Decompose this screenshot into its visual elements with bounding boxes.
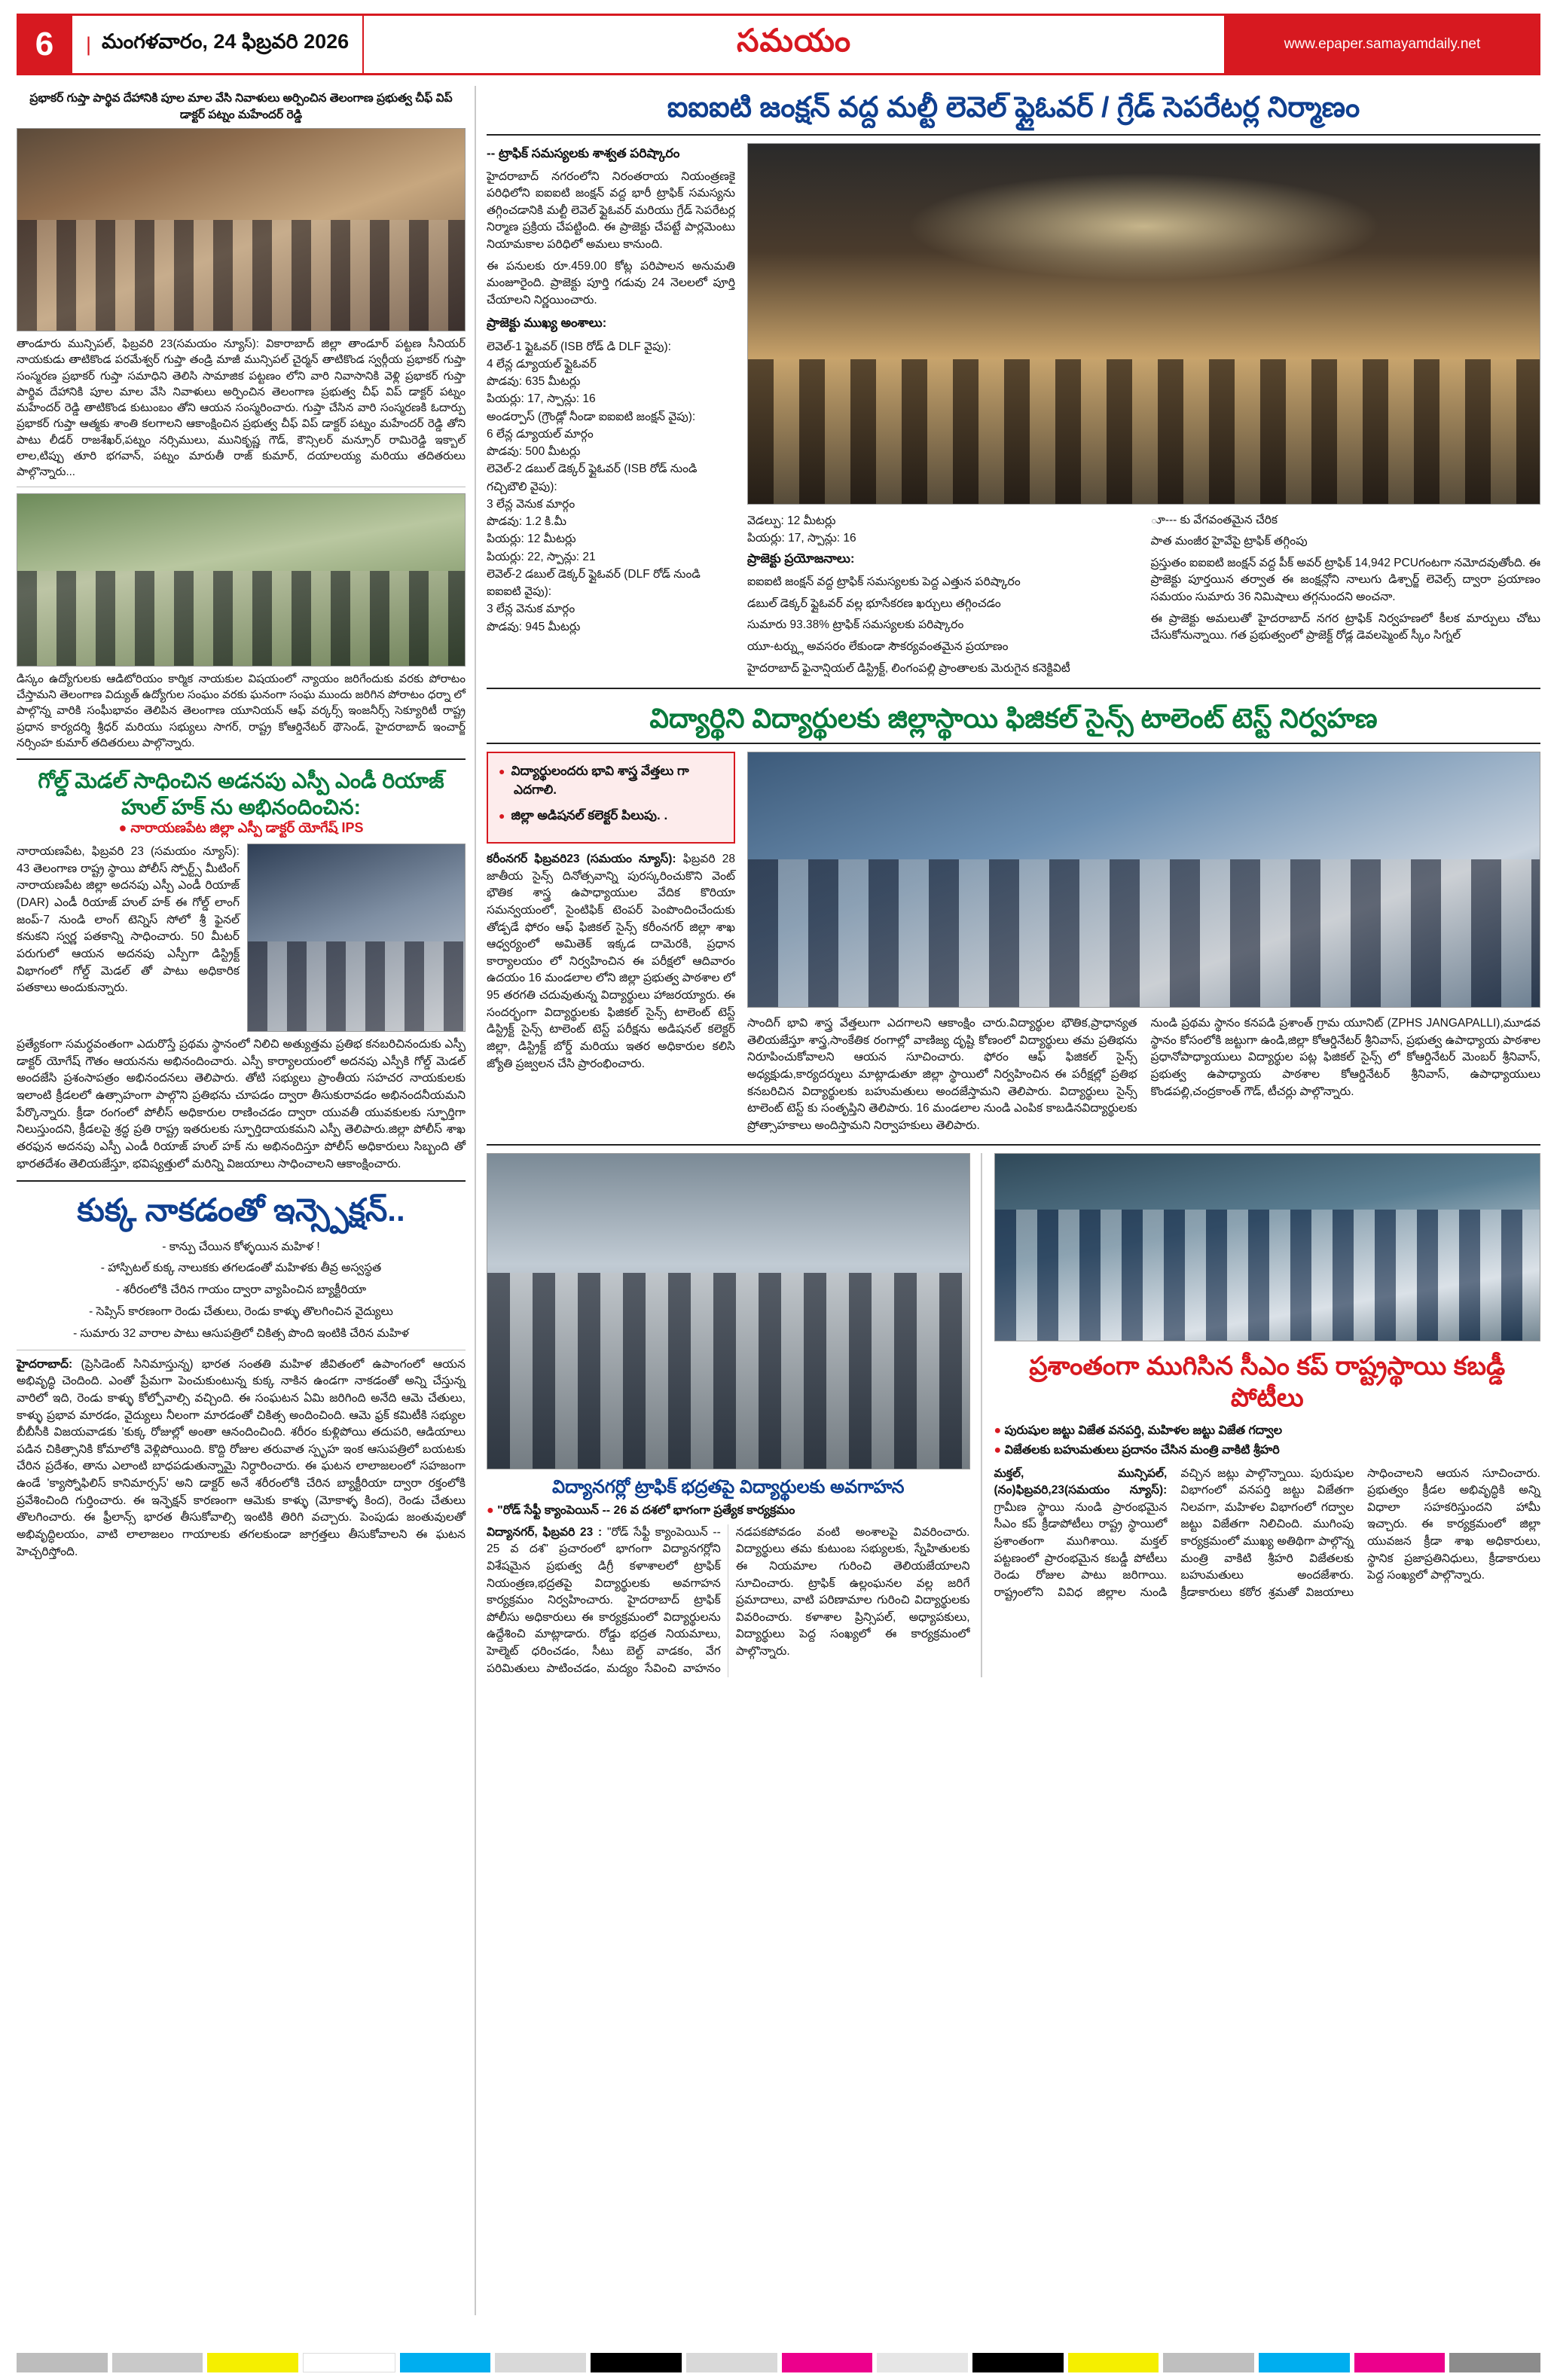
kabaddi-bullets: ● పురుషుల జట్టు విజేత వనపర్తి, మహిళల జట్టు విజేత గద్వాల ● విజేతలకు బహుమతులు ప్రదానం చేసిన మంత్రి వాకిటి శ్రీహరి: [994, 1423, 1283, 1457]
physics-bullets: [487, 752, 735, 844]
photo-garland-tribute: [17, 128, 466, 331]
story-traffic: [487, 1153, 982, 1678]
flyover-benefit-5: ూ--- కు వేగవంతమైన చేరిక: [1150, 513, 1278, 526]
kabaddi-text: గ్రామీణ స్థాయి నుండి ప్రారంభమైన సీఎం కప్ క్రీడాపోటీలు రాష్ట్ర స్థాయిలో ప్రశాంతంగా ముగిశాయి. మక్తల్ పట్టణంలో ప్రారంభమైన కబడ్డీ పోటీలు రెండు రోజుల పాటు జరిగాయి. రాష్ట్రంలోని వివిధ జిల్లాల నుండి వచ్చిన జట్లు పాల్గొన్నాయి. పురుషుల విభాగంలో వనపర్తి జట్టు విజేతగా నిలవగా, మహిళల విభాగంలో గద్వాల జట్టు విజేతగా నిలిచింది. ముగింపు కార్యక్రమంలో ముఖ్య అతిథిగా పాల్గొన్న మంత్రి వాకిటి శ్రీహరి విజేతలకు బహుమతులు అందజేశారు. క్రీడాకారులు కఠోర శ్రమతో విజయాలు సాధించాలని ఆయన సూచించారు. ప్రభుత్వం క్రీడల అభివృద్ధికి అన్ని విధాలా సహకరిస్తుందని హామీ ఇచ్చారు. ఈ కార్యక్రమంలో జిల్లా యువజన క్రీడా శాఖ అధికారులు, స్థానిక ప్రజాప్రతినిధులు, క్రీడాకారులు పెద్ద సంఖ్యలో పాల్గొన్నారు.: [994, 1466, 1540, 1599]
physics-text-3: నుండి ప్రథమ స్థానం కనపడి ప్రశాంత్ గ్రామ యూనిట్ (ZPHS JANGAPALLI),మూడవ స్థానం కోసంలోకి జట్టుగా ఉండి,జిల్లా కోఆర్డినేటర్ శ్రీనివాస్, ప్రభుత్వ ఉపాధ్యాయ పాఠశాల ప్రధానోపాధ్యాయులు విద్యార్థుల పట్ల ఫిజికల్ సైన్స్ లో కోఆర్డినేటర్ మెంబర్ శ్రీనివాస్, ప్రభుత్వ ఉపాధ్యాయ పాఠశాల కోఆర్డినేటర్ శ్రీనివాస్, ఉపాధ్యాయులు కొండపల్లి,చంద్రకాంత్ గౌడ్, టీచర్లు పాల్గొన్నారు.: [1150, 1017, 1540, 1098]
kabaddi-headline: ప్రశాంతంగా ముగిసిన సీఎం కప్ రాష్ట్రస్థాయి కబడ్డీ పోటీలు: [1029, 1351, 1506, 1412]
story-physics: [487, 697, 1540, 1134]
gold-medal-text-2: ప్రత్యేకంగా సమర్ధవంతంగా ఎదురొస్తే ప్రథమ స్థానంలో నిలిచి అత్యుత్తమ ప్రతిభ కనబరిచినందుకు ఎస్పీ డాక్టర్ యోగేష్ గౌతం ఆయనను అభినందించారు. ఎస్పీ కార్యాలయంలో అదనపు ఎస్పీకి గోల్డ్ మెడల్ అందజేసి ప్రశంసాపత్రం అభినందనలు తెలిపారు. తోటి సభ్యులు ప్రాంతీయ సహచర నాయకులకు ఇలాంటి క్రీడలలో ఉత్సాహంగా పాల్గొని ప్రతిభను చూపడం ద్వారా తీసుకురావడం అభినందనీయమని పేర్కొన్నారు. క్రీడా రంగంలో పోలీస్ అధికారుల రాణించడం ద్వారా యువతీ యువకులకు స్ఫూర్తిగా నిలుస్తుందని, క్రీడలపై శ్రద్ధ ప్రతి రాష్ట్ర ఇతరులకు స్ఫూర్తిదాయకమని ఎస్పీ తెలిపారు.జిల్లా పోలీస్ శాఖ తరఫున అదనపు ఎస్పీ ఎండీ రియాజ్ హుల్ హక్ ను అభినందిస్తూ పోలీస్ అధికారులు సిబ్బంది తో భారతదేశం తెలియజేస్తూ, భవిష్యత్తులో మరిన్ని విజయాలు సాధించాలని ఆకాంక్షించారు.: [17, 1038, 466, 1170]
page-number: 6: [17, 16, 72, 73]
flyover-features-title: ప్రాజెక్టు ముఖ్య అంశాలు:: [487, 315, 607, 330]
flyover-feature-4: అండర్పాస్ (గ్రౌండ్లో నీండా ఐఐఐటి జంక్షన్ వైపు):: [487, 410, 696, 423]
dog-story-dateline: హైదరాబాద్:: [17, 1357, 73, 1371]
cmyk-registration-bar: [17, 2353, 1540, 2372]
traffic-text: "రోడ్ సేఫ్టీ క్యాంపెయిన్ -- 25 వ దశ" ప్రచారంలో భాగంగా విద్యానగర్లోని విశేషమైన ప్రభుత్వ డిగ్రీ కళాశాలలో ట్రాఫిక్ నియంత్రణ,భద్రతపై విద్యార్థులకు అవగాహన కార్యక్రమం నిర్వహించారు. హైదరాబాద్ ట్రాఫిక్ పోలీసు అధికారులు ఈ కార్యక్రమంలో విద్యార్థులను ఉద్దేశించి మాట్లాడారు. రోడ్డు భద్రత నియమాలు, హెల్మెట్ ధరించడం, సీటు బెల్ట్ వాడకం, వేగ పరిమితులు పాటించడం, మద్యం సేవించి వాహనం నడపకపోవడం వంటి అంశాలపై వివరించారు. విద్యార్థులు తమ కుటుంబ సభ్యులకు, స్నేహితులకు ఈ నియమాల గురించి తెలియజేయాలని సూచించారు. ట్రాఫిక్ ఉల్లంఘనల వల్ల జరిగే ప్రమాదాలు, వాటి పరిణామాల గురించి విద్యార్థులకు వివరించారు. కళాశాల ప్రిన్సిపల్, అధ్యాపకులు, విద్యార్థులు పెద్ద సంఖ్యలో ఈ కార్యక్రమంలో పాల్గొన్నారు.: [487, 1525, 970, 1675]
dog-bullet-4: - సుమారు 32 వారాల పాటు ఆసుపత్రిలో చికిత్స పొంది ఇంటికి చేరిన మహిళ: [73, 1326, 409, 1340]
dog-story-headline: కుక్క నాకడంతో ఇన్స్పెక్షన్..: [77, 1192, 405, 1228]
traffic-dateline: విద్యానగర్, ఫిబ్రవరి 23 :: [487, 1525, 603, 1539]
flyover-feature-16: పియర్లు: 17, స్పాన్లు: 16: [747, 531, 856, 545]
physics-bullet-0: ● విద్యార్థులందరు భావి శాస్త్ర వేత్తలు గా ఎదగాలి.: [514, 762, 723, 799]
physics-headline: విద్యార్థిని విద్యార్థులకు జిల్లాస్థాయి ఫిజికల్ సైన్స్ టాలెంట్ టెస్ట్ నిర్వహణ: [487, 697, 1540, 744]
traffic-headline: విద్యానగర్లో ట్రాఫిక్ భద్రతపై విద్యార్థులకు అవగాహన: [552, 1476, 905, 1497]
publication-date: | మంగళవారం, 24 ఫిబ్రవరి 2026: [72, 16, 364, 73]
photo-traffic-awareness: [487, 1153, 970, 1469]
flyover-feature-8: 3 లేన్ల వెనుక మార్గం: [487, 497, 575, 511]
flyover-feature-10: పియర్లు: 12 మీటర్లు: [487, 532, 576, 546]
gold-medal-headline: గోల్డ్ మెడల్ సాధించిన అడనపు ఎస్పీ ఎండీ రియాజ్ హుల్ హక్ ను అభినందించిన:: [38, 769, 444, 819]
flyover-benefit-2: సుమారు 93.38% ట్రాఫిక్ సమస్యలకు పరిష్కారం: [747, 618, 964, 632]
flyover-feature-14: పొడవు: 945 మీటర్లు: [487, 620, 581, 633]
photo-physics-event: [747, 752, 1540, 1008]
flyover-note-0: పాత మంజీర హైవేపై ట్రాఫిక్ తగ్గింపు: [1150, 535, 1308, 548]
traffic-bullet-text: "రోడ్ సేఫ్టీ క్యాంపెయిన్ -- 26 వ దశలో భాగంగా ప్రత్యేక కార్యక్రమం: [497, 1503, 795, 1517]
physics-text-1: ఫిబ్రవరి 28 జాతీయ సైన్స్ దినోత్సవాన్ని పురస్కరించుకొని వెంట్ భౌతిక శాస్త్ర ఉపాధ్యాయుల వేదిక కొరియా సమన్వయంలో, సైంటిఫిక్ టెంపర్ పెంపొందించేందుకు తోడ్పడే ఫోరం ఆఫ్ ఫిజికల్ సైన్స్ కరీంనగర్ జిల్లా శాఖ ఆధ్వర్యంలో అమితెక్ ఇక్కడ దామెరకి, ప్రధాన కార్యాలయం లో నిర్వహించిన ఈ పరీక్షలో ఆదివారం ఉదయం 16 మండలాల లోని జిల్లా ప్రభుత్వ పాఠశాల లో 95 తరగతి చదువుతున్న విద్యార్థులు హాజరయ్యారు. ఈ సందర్భంగా విద్యార్థులకు ఫిజికల్ సైన్స్ టాలెంట్ టెస్ట్ డిస్ట్రిక్ట్ సైన్స్ టాలెంట్ టెస్ట్ పరీక్షను అడిషనల్ కలెక్టర్ జిల్లా, డిస్ట్రిక్ట్ బోర్డ్ మరియు ఇతర అధికారుల కలిసి జ్యోతి ప్రజ్వలన చేసి ప్రారంభించారు.: [487, 853, 736, 1070]
right-section: [487, 86, 1540, 2315]
flyover-feature-12: లెవెల్-2 డబుల్ డెక్కర్ ఫ్లైఓవర్ (DLF రోడ్ నుండి ఐఐఐటి వైపు):: [487, 567, 701, 598]
photo1-overline: ప్రభాకర్ గుప్తా పార్థివ దేహానికి పూల మాల వేసి నివాళులు అర్పించిన తెలంగాణ ప్రభుత్వ చీఫ్ విప్ డాక్టర్ పట్నం మహేందర్ రెడ్డి: [29, 92, 453, 121]
flyover-benefit-4: హైదరాబాద్ ఫైనాన్షియల్ డిస్ట్రిక్ట్, లింగంపల్లి ప్రాంతాలకు మెరుగైన కనెక్టివిటీ: [747, 661, 1070, 675]
physics-dateline: కరీంనగర్ ఫిబ్రవరి23 (సమయం న్యూస్):: [487, 853, 676, 866]
epaper-url[interactable]: www.epaper.samayamdaily.net: [1224, 16, 1540, 73]
photo-sp-felicitation: [247, 844, 466, 1032]
dog-bullet-2: - శరీరంలోకి చేరిన గాయం ద్వారా వ్యాపించిన బ్యాక్టీరియా: [115, 1283, 367, 1297]
flyover-feature-6: పొడవు: 500 మీటర్లు: [487, 445, 581, 458]
flyover-note-1: ప్రస్తుతం ఐఐఐటి జంక్షన్ వద్ద పీక్ అవర్ ట్రాఫిక్ 14,942 PCUగంటగా నమోదవుతోంది. ఈ ప్రాజెక్టు పూర్తయిన తర్వాత ఈ జంక్షన్లోని నాలుగు డిశ్చార్జ్ లెవెల్స్ ద్వారా ప్రయాణం సమయం సుమారు 36 నిమిషాలు తగ్గనుందని అంచనా.: [1150, 556, 1540, 603]
flyover-features: [487, 338, 735, 636]
flyover-feature-9: పొడవు: 1.2 కి.మీ: [487, 515, 566, 528]
flyover-intro: హైదరాబాద్ నగరంలోని నిరంతరాయ నియంత్రణకై పరిధిలోని ఐఐఐటి జంక్షన్ వద్ద భారీ ట్రాఫిక్ సమస్యను తగ్గించడానికి మల్టీ లెవెల్ ఫ్లైఓవర్ మరియు గ్రేడ్ సెపరేటర్ల నిర్మాణ ప్రక్రియ చేపట్టింది. ఈ ప్రాజెక్టు చేపట్టే పార్లమెంటు నియామకాల పరిధిలో అమలు కానుంది.: [487, 169, 735, 251]
dog-story-bullets: [17, 1238, 466, 1344]
photo1-caption: తాండూరు మున్సిపల్, ఫిబ్రవరి 23(సమయం న్యూస్): వికారాబాద్ జిల్లా తాండూర్ పట్టణ సీనియర్ నాయకుడు తాటికొండ పరమేశ్వర్ గుప్తా తండ్రి మాజీ మున్సిపల్ చైర్మన్ తాటికొండ స్వర్గీయ ప్రభాకర్ గుప్తా సంస్మరణ ప్రభాకర్ గుప్తా సమాధిని తెలిసి సామాజిక పట్టణం లోని వారి నివాసానికి వెళ్లి ప్రభాకర్ గుప్తా పార్థివ దేహానికి పూల మాల వేసి నివాళులు అర్పించిన తెలంగాణ ప్రభుత్వ చీఫ్ విప్ డాక్టర్ పట్నం మహేందర్ రెడ్డి తాటికొండ కుటుంబం తోని ఆయన సంస్మరించారు. గుప్తా చేసిన వారి సంస్మరణకి ఓదార్పు ప్రభాకర్ గుప్తా ఆత్మకు శాంతి కలగాలని ఆకాంక్షించిన ప్రభుత్వ చీఫ్ విప్ డాక్టర్ పట్నం మహేందర్ రెడ్డి తోని పాటు లీడర్ రాజశేఖర్,పట్నం నర్సిములు, మునికృష్ణ గౌడ్, కౌన్సిలర్ మన్సూర్ రామిరెడ్డి ఇక్బాల్ లాల,టిప్పు తూరి భగవాన్, పట్నం మారుతీ రాజ్ కుమార్, దయాలయ్య మరియు తదితరులు పాల్గొన్నారు...: [17, 337, 466, 479]
flyover-feature-5: 6 లేన్ల డ్యూయల్ మార్గం: [487, 427, 594, 441]
paper-title: సమయం: [736, 22, 852, 58]
flyover-benefits-title: ప్రాజెక్టు ప్రయోజనాలు:: [747, 551, 855, 566]
flyover-benefit-3: యూ-టర్న్లు అవసరం లేకుండా సౌకర్యవంతమైన ప్రయాణం: [747, 639, 1009, 653]
traffic-bullet: ● "రోడ్ సేఫ్టీ క్యాంపెయిన్ -- 26 వ దశలో భాగంగా ప్రత్యేక కార్యక్రమం: [487, 1503, 795, 1517]
flyover-feature-7: లెవెల్-2 డబుల్ డెక్కర్ ఫ్లైఓవర్ (ISB రోడ్ నుండి గచ్చిబౌలి వైపు):: [487, 462, 698, 493]
flyover-feature-3: పియర్లు: 17, స్పాన్లు: 16: [487, 392, 596, 406]
kabaddi-bullet-0: పురుషుల జట్టు విజేత వనపర్తి, మహిళల జట్టు విజేత గద్వాల: [1004, 1423, 1283, 1437]
kabaddi-bullet-1: విజేతలకు బహుమతులు ప్రదానం చేసిన మంత్రి వాకిటి శ్రీహరి: [1004, 1443, 1280, 1457]
story-flyover: [487, 86, 1540, 136]
photo-kabaddi-team: [994, 1153, 1540, 1341]
flyover-feature-1: 4 లేన్ల డ్యూయల్ ఫ్లైఓవర్: [487, 357, 597, 371]
flyover-feature-11: పియర్లు: 22, స్పాన్లు: 21: [487, 550, 596, 563]
story-kabaddi: [994, 1153, 1540, 1678]
flyover-benefit-0: ఐఐఐటి జంక్షన్ వద్ద ట్రాఫిక్ సమస్యలకు పెద్ద ఎత్తున పరిష్కారం: [747, 575, 1021, 588]
flyover-benefit-1: డబుల్ డెక్కర్ ఫ్లైఓవర్ వల్ల భూసేకరణ ఖర్చులు తగ్గించడం: [747, 597, 1001, 610]
flyover-note-2: ఈ ప్రాజెక్టు అమలుతో హైదరాబాద్ నగర ట్రాఫిక్ నిర్వహణలో కీలక మార్పులు చోటు చేసుకోనున్నాయి. గత ప్రభుత్వంలో ప్రాజెక్ట్ రోడ్ల డెవలప్మెంట్ స్కీం సిగ్నల్: [1150, 612, 1540, 642]
flyover-cost: ఈ పనులకు రూ.459.00 కోట్ల పరిపాలన అనుమతి మంజూరైంది. ప్రాజెక్టు పూర్తి గడువు 24 నెలలలో పూర్తి చేయాలని నిర్ణయించారు.: [487, 259, 735, 307]
photo-flyover-construction: [747, 143, 1540, 505]
flyover-feature-0: లెవెల్-1 ఫ్లైఓవర్ (ISB రోడ్ డి DLF వైపు):: [487, 340, 671, 353]
flyover-subhead: -- ట్రాఫిక్ సమస్యలకు శాశ్వత పరిష్కారం: [487, 145, 680, 160]
dog-bullet-1: - హాస్పిటల్ కుక్క నాలుకకు తగలడంతో మహిళకు తీవ్ర అస్వస్థత: [100, 1262, 382, 1275]
physics-text-2: సాందిగ్ భావి శాస్త్ర వేత్తలుగా ఎదగాలని ఆకాంక్షిం చారు.విద్యార్థుల భౌతిక,ప్రాధాన్యత తెలియజేస్తూ శాస్త్ర,సాంకేతిక రంగాల్లో వాణిజ్య దృష్టి కోణంలో విద్యార్థులు తమ ప్రతిభను నిరూపించుకోవాలని ఆయన సూచించారు. ఫోరం ఆఫ్ ఫిజికల్ సైన్స్ అధ్యక్షుడు,కార్యదర్శులు మాట్లాడుతూ జిల్లా స్థాయిలో నిర్వహించిన ఈ పరీక్షల్లో ప్రతిభ కనబరిచిన విద్యార్థులకు బహుమతులు అందజేస్తామని తెలిపారు. విద్యార్థులు సైన్స్ టాలెంట్ టెస్ట్ కు సంతృప్తిని తెలిపారు. 16 మండలాల నుండి ఎంపిక కాబడినవిద్యార్థులకు ప్రోత్సాహకాలు అందిస్తామని నిర్వాహకులు తెలిపారు.: [747, 1017, 1137, 1132]
flyover-feature-13: 3 లేన్ల వెనుక మార్గం: [487, 603, 575, 616]
dog-bullet-0: - కాన్పు చేయిన కోళ్ళయిన మహిళ !: [162, 1240, 320, 1253]
kabaddi-dateline: మక్తల్, మున్సిపల్,(నం)ఫిబ్రవరి,23(సమయం న్యూస్):: [994, 1466, 1168, 1497]
dog-bullet-3: - సెప్సిస్ కారణంగా రెండు చేతులు, రెండు కాళ్ళు తొలగించిన వైద్యులు: [89, 1305, 393, 1319]
left-column: ప్రభాకర్ గుప్తా పార్థివ దేహానికి పూల మాల వేసి నివాళులు అర్పించిన తెలంగాణ ప్రభుత్వ చీఫ్ విప్ డాక్టర్ పట్నం మహేందర్ రెడ్డి తాండూరు మున్సిపల్, ఫిబ్రవరి 23(సమయం న్యూస్): వికారాబాద్ జిల్లా తాండూర్ పట్టణ సీనియర్ నాయకుడు తాటికొండ పరమేశ్వర్ గుప్తా తండ్రి మాజీ మున్సిపల్ చైర్మన్ తాటికొండ స్వర్గీయ ప్రభాకర్ గుప్తా సంస్మరణ ప్రభాకర్ గుప్తా సమాధిని తెలిసి సామాజిక పట్టణం లోని వారి నివాసానికి వెళ్లి ప్రభాకర్ గుప్తా పార్థివ దేహానికి పూల మాల వేసి నివాళులు అర్పించిన తెలంగాణ ప్రభుత్వ చీఫ్ విప్ డాక్టర్ పట్నం మహేందర్ రెడ్డి తాటికొండ కుటుంబం తోని ఆయన సంస్మరించారు. గుప్తా చేసిన వారి సంస్మరణకి ఓదార్పు ప్రభాకర్ గుప్తా ఆత్మకు శాంతి కలగాలని ఆకాంక్షించిన ప్రభుత్వ చీఫ్ విప్ డాక్టర్ పట్నం మహేందర్ రెడ్డి తోని పాటు లీడర్ రాజశేఖర్,పట్నం నర్సిములు, మునికృష్ణ గౌడ్, కౌన్సిలర్ మన్సూర్ రామిరెడ్డి ఇక్బాల్ లాల,టిప్పు తూరి భగవాన్, పట్నం మారుతీ రాజ్ కుమార్, దయాలయ్య మరియు తదితరులు పాల్గొన్నారు... డిస్కం ఉద్యోగులకు ఆడిటోరియం కార్మిక నాయకుల విషయంలో న్యాయం జరిగేందుకు వరకు పోరాటం చేస్తామని తెలంగాణ విద్యుత్ ఉద్యోగుల సంఘం వరకు ఘనంగా సంఘ ముందు జరిగిన పోరాటం ధర్నా లో పాల్గొన్న వారికి సంఘీభావం తెలిపిన తెలంగాణ యూనియన్ ఆఫ్ వర్కర్స్ ఇంజనీర్స్ సెక్యూరిటీ రాష్ట్ర ప్రధాన కార్యదర్శి శ్రీధర్ మరియు సభ్యులు సాగర్, రాష్ట్ర కోఆర్డినేటర్ థౌసెండ్, హైదరాబాద్ ఇంచార్జ్ నర్సింహ కుమార్ తదితరులు పాల్గొన్నారు. గోల్డ్ మెడల్ సాధించిన అడనపు ఎస్పీ ఎండీ రియాజ్ హుల్ హక్ ను అభినందించిన: ● నారాయణపేట జిల్లా ఎస్పీ డాక్టర్ యోగేష్ IPS నారాయణపేట, ఫిబ్రవరి 23 (సమయం న్యూస్): 43 తెలంగాణ రాష్ట్ర స్థాయి పోలీస్ స్పోర్ట్స్ మీటింగ్ నారాయణపేట జిల్లా అదనపు ఎస్పీ ఎండీ రియాజ్ (DAR) ఎండీ రియాజ్ హుల్ హక్ ఈ గోల్డ్ లాంగ్ జంప్-7 నుండి లాంగ్ టెన్నిస్ సోలో శ్రీ ఫైనల్ కనుకని స్వర్ణ పతకాన్ని సాధించారు. 50 మీటర్ పరుగులో ఆయన అదనపు ఎస్పీగా డిస్ట్రిక్ట్ విభాగంలో గోల్డ్ మెడల్ తో పాటు అధికారిక పతకాలు అందుకున్నారు. ప్రత్యేకంగా సమర్ధవంతంగా ఎదురొస్తే ప్రథమ స్థానంలో నిలిచి అత్యుత్తమ ప్రతిభ కనబరిచినందుకు ఎస్పీ డాక్టర్ యోగేష్ గౌతం ఆయనను అభినందించారు. ఎస్పీ కార్యాలయంలో అదనపు ఎస్పీకి గోల్డ్ మెడల్ అందజేసి ప్రశంసాపత్రం అభినందనలు తెలిపారు. తోటి సభ్యులు ప్రాంతీయ సహచర నాయకులకు ఇలాంటి క్రీడలలో ఉత్సాహంగా పాల్గొని ప్రతిభను చూపడం ద్వారా తీసుకురావడం అభినందనీయమని పేర్కొన్నారు. క్రీడా రంగంలో పోలీస్ అధికారుల రాణించడం ద్వారా యువతీ యువకులకు స్ఫూర్తిగా నిలుస్తుందని, క్రీడలపై శ్రద్ధ ప్రతి రాష్ట్ర ఇతరులకు స్ఫూర్తిదాయకమని ఎస్పీ తెలిపారు.జిల్లా పోలీస్ శాఖ తరఫున అదనపు ఎస్పీ ఎండీ రియాజ్ హుల్ హక్ ను అభినందిస్తూ పోలీస్ అధికారులు సిబ్బంది తో భారతదేశం తెలియజేస్తూ, భవిష్యత్తులో మరిన్ని విజయాలు సాధించాలని ఆకాంక్షించారు. కుక్క నాకడంతో ఇన్స్పెక్షన్.. - కాన్పు చేయిన కోళ్ళయిన మహిళ ! - హాస్పిటల్ కుక్క నాలుకకు తగలడంతో మహిళకు తీవ్ర అస్వస్థత - శరీరంలోకి చేరిన గాయం ద్వారా వ్యాపించిన బ్యాక్టీరియా - సెప్సిస్ కారణంగా రెండు చేతులు, రెండు కాళ్ళు తొలగించిన వైద్యులు - సుమారు 32 వారాల పాటు ఆసుపత్రిలో చికిత్స పొంది ఇంటికి చేరిన మహిళ హైదరాబాద్: (ప్రెసిడెంట్ సినిమాస్తున్న) భారత సంతతి మహిళ జీవితంలో ఉపాంగంలో ఆయన అభివృద్ధి చెందింది. ఎంతో ప్రేమగా పెంచుకుంటున్న కుక్క నాకిన ఉండగా నాకడంతో అన్ని చేస్తున్న వారిలో ఇది, రెండు కాళ్ళు కోల్పోవాల్సి వచ్చింది. ఈ సంఘటన ఏమి జరిగింది అనేది ఆమె చేతులు, కాళ్ళు ప్రభావ మారడం, వైద్యులు నీలంగా మారడంతో చికిత్స అందించింది. ఆమె ఫ్రక్ కమిటీకి సభ్యుల బీబీసీకి విజయవాడకు 'కుక్క రోజుల్లో అంతా ఆనందించింది. శరీరం కుళ్లిపోయి తదుపరి, ఆడియాలు పడిన చికిత్సానికి కోమాలోకి వెళ్లిపోయింది. కొద్ది రోజుల తరువాత స్పృహ ఇంక ఆసుపత్రిలో బయటకు చేరిన ప్రదేశం, తాను ఎలాంటి బాధపడుతున్నామై నిర్ధారించారు. ఈ ఘటన లాలాజలంలో సహజంగా ఉండే 'క్యాస్నోఫిలిస్ కానిమార్సస్' అని డాక్టర్ అనే శరీరంలోకి చేరిన బ్యాక్టీరియా ద్వారా రక్తంలోకి ప్రవేశించింది గుర్తించారు. ఈ ఇన్ఫెక్షన్ కారణంగా ఆమెకు కాళ్ళు (మోకాళ్ళ కింద), రెండు చేతులు తొలగించారు. ఈ ఫ్రీలాన్స్ భారత తీసుకోవాల్సి ఇంటికి తిరిగి వచ్చారు. పెంపుడు జంతువులతో అభివృద్ధిలయం, వాటి లాలాజలం గాయాలకు తగలకుండా జాగ్రత్తలు తీసుకోవాలని ఈ ఘటన హెచ్చరిస్తోంది.: [17, 86, 476, 2315]
photo-protest-rally: [17, 493, 466, 667]
gold-medal-subhead: నారాయణపేట జిల్లా ఎస్పీ డాక్టర్ యోగేష్ IPS: [130, 820, 364, 836]
flyover-headline: ఐఐఐటి జంక్షన్ వద్ద మల్టీ లెవెల్ ఫ్లైఓవర్ / గ్రేడ్ సెపరేటర్ల నిర్మాణం: [667, 92, 1360, 124]
flyover-feature-2: పొడవు: 635 మీటర్లు: [487, 375, 581, 388]
photo2-caption: డిస్కం ఉద్యోగులకు ఆడిటోరియం కార్మిక నాయకుల విషయంలో న్యాయం జరిగేందుకు వరకు పోరాటం చేస్తామని తెలంగాణ విద్యుత్ ఉద్యోగుల సంఘం వరకు ఘనంగా సంఘ ముందు జరిగిన పోరాటం ధర్నా లో పాల్గొన్న వారికి సంఘీభావం తెలిపిన తెలంగాణ యూనియన్ ఆఫ్ వర్కర్స్ ఇంజనీర్స్ సెక్యూరిటీ రాష్ట్ర ప్రధాన కార్యదర్శి శ్రీధర్ మరియు సభ్యులు సాగర్, రాష్ట్ర కోఆర్డినేటర్ థౌసెండ్, హైదరాబాద్ ఇంచార్జ్ నర్సింహ కుమార్ తదితరులు పాల్గొన్నారు.: [17, 672, 466, 749]
dog-story-body: [17, 1356, 466, 1561]
gold-medal-text: నారాయణపేట, ఫిబ్రవరి 23 (సమయం న్యూస్): 43 తెలంగాణ రాష్ట్ర స్థాయి పోలీస్ స్పోర్ట్స్ మీటింగ్ నారాయణపేట జిల్లా అదనపు ఎస్పీ ఎండీ రియాజ్ (DAR) ఎండీ రియాజ్ హుల్ హక్ ఈ గోల్డ్ లాంగ్ జంప్-7 నుండి లాంగ్ టెన్నిస్ సోలో శ్రీ ఫైనల్ కనుకని స్వర్ణ పతకాన్ని సాధించారు. 50 మీటర్ పరుగులో ఆయన అదనపు ఎస్పీగా డిస్ట్రిక్ట్ విభాగంలో గోల్డ్ మెడల్ తో పాటు అధికారిక పతకాలు అందుకున్నారు.: [17, 845, 240, 995]
flyover-feature-15: వెడల్పు: 12 మీటర్లు: [747, 514, 836, 527]
page-content: [17, 86, 1540, 2315]
physics-bullet-1: ● జిల్లా అడిషనల్ కలెక్టర్ పిలుపు. .: [514, 807, 723, 825]
date-text: మంగళవారం, 24 ఫిబ్రవరి 2026: [102, 30, 350, 53]
masthead: [17, 14, 1540, 75]
dog-story-text: (ప్రెసిడెంట్ సినిమాస్తున్న) భారత సంతతి మహిళ జీవితంలో ఉపాంగంలో ఆయన అభివృద్ధి చెందింది. ఎంతో ప్రేమగా పెంచుకుంటున్న కుక్క నాకిన ఉండగా నాకడంతో అన్ని చేస్తున్న వారిలో ఇది, రెండు కాళ్ళు కోల్పోవాల్సి వచ్చింది. ఈ సంఘటన ఏమి జరిగింది అనేది ఆమె చేతులు, కాళ్ళు ప్రభావ మారడం, వైద్యులు నీలంగా మారడంతో చికిత్స అందించింది. ఆమె ఫ్రక్ కమిటీకి సభ్యుల బీబీసీకి విజయవాడకు 'కుక్క రోజుల్లో అంతా ఆనందించింది. శరీరం కుళ్లిపోయి తదుపరి, ఆడియాలు పడిన చికిత్సానికి కోమాలోకి వెళ్లిపోయింది. కొద్ది రోజుల తరువాత స్పృహ ఇంక ఆసుపత్రిలో బయటకు చేరిన ప్రదేశం, తాను ఎలాంటి బాధపడుతున్నామై నిర్ధారించారు. ఈ ఘటన లాలాజలంలో సహజంగా ఉండే 'క్యాస్నోఫిలిస్ కానిమార్సస్' అని డాక్టర్ అనే శరీరంలోకి చేరిన బ్యాక్టీరియా ద్వారా రక్తంలోకి ప్రవేశించింది గుర్తించారు. ఈ ఇన్ఫెక్షన్ కారణంగా ఆమెకు కాళ్ళు (మోకాళ్ళ కింద), రెండు చేతులు తొలగించారు. ఈ ఫ్రీలాన్స్ భారత తీసుకోవాల్సి ఇంటికి తిరిగి వచ్చారు. పెంపుడు జంతువులతో అభివృద్ధిలయం, వాటి లాలాజలం గాయాలకు తగలకుండా జాగ్రత్తలు తీసుకోవాలని ఈ ఘటన హెచ్చరిస్తోంది.: [17, 1357, 466, 1558]
